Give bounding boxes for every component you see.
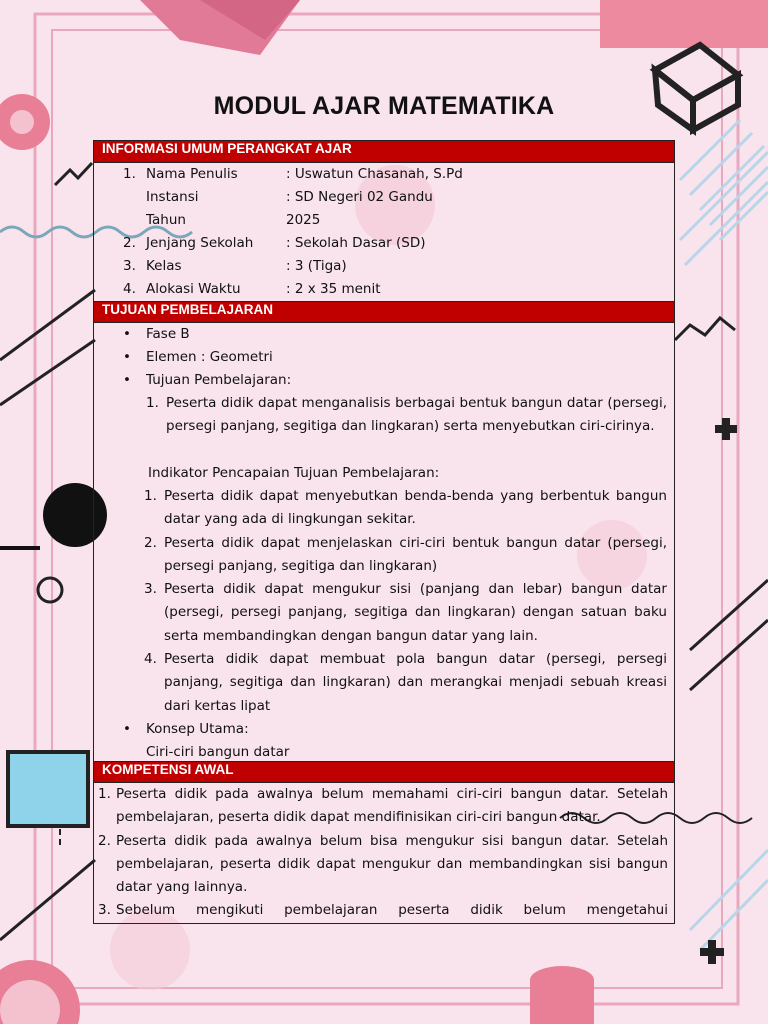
row-number: 2. bbox=[123, 235, 136, 251]
bullet-icon: • bbox=[123, 372, 131, 388]
bullet-text: Tujuan Pembelajaran: bbox=[146, 372, 292, 388]
document-table bbox=[93, 140, 675, 924]
tujuan-list bbox=[146, 392, 667, 439]
row-number: 1. bbox=[123, 166, 136, 182]
list-text: Peserta didik dapat membuat pola bangun datar (persegi, persegi panjang, segitiga dan lingkaran) dan merangkai menjadi sebuah kreasi dari kertas lipat bbox=[164, 651, 667, 714]
list-text: Peserta didik pada awalnya belum memahami ciri-ciri bangun datar. Setelah pembelajaran, peserta didik dapat mendifinisikan ciri-ciri bangun datar. bbox=[116, 786, 668, 826]
row-key: Instansi bbox=[146, 189, 199, 205]
tujuan-section bbox=[94, 323, 674, 761]
page-title: MODUL AJAR MATEMATIKA bbox=[213, 92, 555, 120]
list-number: 2. bbox=[98, 832, 111, 849]
informasi-umum-section bbox=[94, 163, 674, 301]
list-number: 2. bbox=[144, 534, 157, 551]
list-item bbox=[146, 392, 667, 439]
list-number: 1. bbox=[146, 395, 159, 411]
list-number: 3. bbox=[98, 902, 111, 919]
row-key: Alokasi Waktu bbox=[146, 281, 241, 297]
indikator-label: Indikator Pencapaian Tujuan Pembelajaran: bbox=[148, 465, 440, 481]
bullet-icon: • bbox=[123, 326, 131, 342]
row-number: 3. bbox=[123, 258, 136, 274]
bullet-text: Konsep Utama: bbox=[146, 721, 249, 737]
list-text: Peserta didik dapat menganalisis berbagai bentuk bangun datar (persegi, persegi panjang, segitiga dan lingkaran) serta menyebutkan ciri-cirinya. bbox=[166, 395, 667, 435]
bullet-text: Fase B bbox=[146, 326, 190, 342]
row-value: : Uswatun Chasanah, S.Pd bbox=[286, 166, 463, 182]
info-row bbox=[94, 255, 674, 278]
info-row bbox=[94, 163, 674, 186]
info-row bbox=[94, 278, 674, 301]
list-text: Sebelum mengikuti pembelajaran peserta didik belum mengetahui bbox=[116, 902, 668, 919]
list-item bbox=[144, 648, 667, 718]
list-item bbox=[144, 578, 667, 648]
row-number: 4. bbox=[123, 281, 136, 297]
bullet-item bbox=[94, 718, 674, 741]
list-text: Peserta didik pada awalnya belum bisa mengukur sisi bangun datar. Setelah pembelajaran, peserta didik dapat mengukur dan membandingkan sisi bangun datar yang lainnya. bbox=[116, 832, 668, 896]
info-row bbox=[94, 186, 674, 209]
row-value: : 3 (Tiga) bbox=[286, 258, 347, 274]
list-number: 1. bbox=[144, 488, 157, 504]
list-text: Peserta didik dapat mengukur sisi (panjang dan lebar) bangun datar (persegi, persegi panjang, segitiga dan lingkaran) dengan satuan baku serta membandingkan dengan bangun datar yang lain. bbox=[164, 581, 667, 644]
kompetensi-section bbox=[94, 783, 674, 923]
list-number: 3. bbox=[144, 581, 157, 598]
list-item bbox=[144, 485, 667, 532]
konsep-value: Ciri-ciri bangun datar bbox=[146, 744, 290, 760]
section-header-kompetensi: KOMPETENSI AWAL bbox=[94, 761, 674, 783]
section-header-informasi-umum: INFORMASI UMUM PERANGKAT AJAR bbox=[94, 141, 674, 163]
row-value: : 2 x 35 menit bbox=[286, 281, 381, 297]
bullet-item bbox=[94, 369, 674, 392]
info-row bbox=[94, 232, 674, 255]
section-header-tujuan: TUJUAN PEMBELAJARAN bbox=[94, 301, 674, 323]
list-number: 4. bbox=[144, 651, 157, 668]
bullet-text: Elemen : Geometri bbox=[146, 349, 273, 365]
row-value: : Sekolah Dasar (SD) bbox=[286, 235, 426, 251]
row-key: Tahun bbox=[146, 212, 186, 228]
row-key: Nama Penulis bbox=[146, 166, 238, 182]
row-value: 2025 bbox=[286, 212, 321, 228]
list-text: Peserta didik dapat menyebutkan benda-benda yang berbentuk bangun datar yang ada di lingkungan sekitar. bbox=[164, 488, 667, 528]
bullet-icon: • bbox=[123, 349, 131, 365]
list-text: Peserta didik dapat menjelaskan ciri-ciri bentuk bangun datar (persegi, persegi panjang, segitiga dan lingkaran) bbox=[164, 534, 667, 574]
bullet-item bbox=[94, 323, 674, 346]
row-value: : SD Negeri 02 Gandu bbox=[286, 189, 433, 205]
indikator-list bbox=[144, 485, 667, 718]
list-item bbox=[94, 830, 674, 900]
row-key: Jenjang Sekolah bbox=[146, 235, 254, 251]
list-number: 1. bbox=[98, 786, 111, 802]
info-row bbox=[94, 209, 674, 232]
bullet-item bbox=[94, 346, 674, 369]
list-item bbox=[144, 532, 667, 579]
row-key: Kelas bbox=[146, 258, 182, 274]
list-item bbox=[94, 783, 674, 830]
bullet-icon: • bbox=[123, 721, 131, 737]
list-item bbox=[94, 899, 674, 922]
